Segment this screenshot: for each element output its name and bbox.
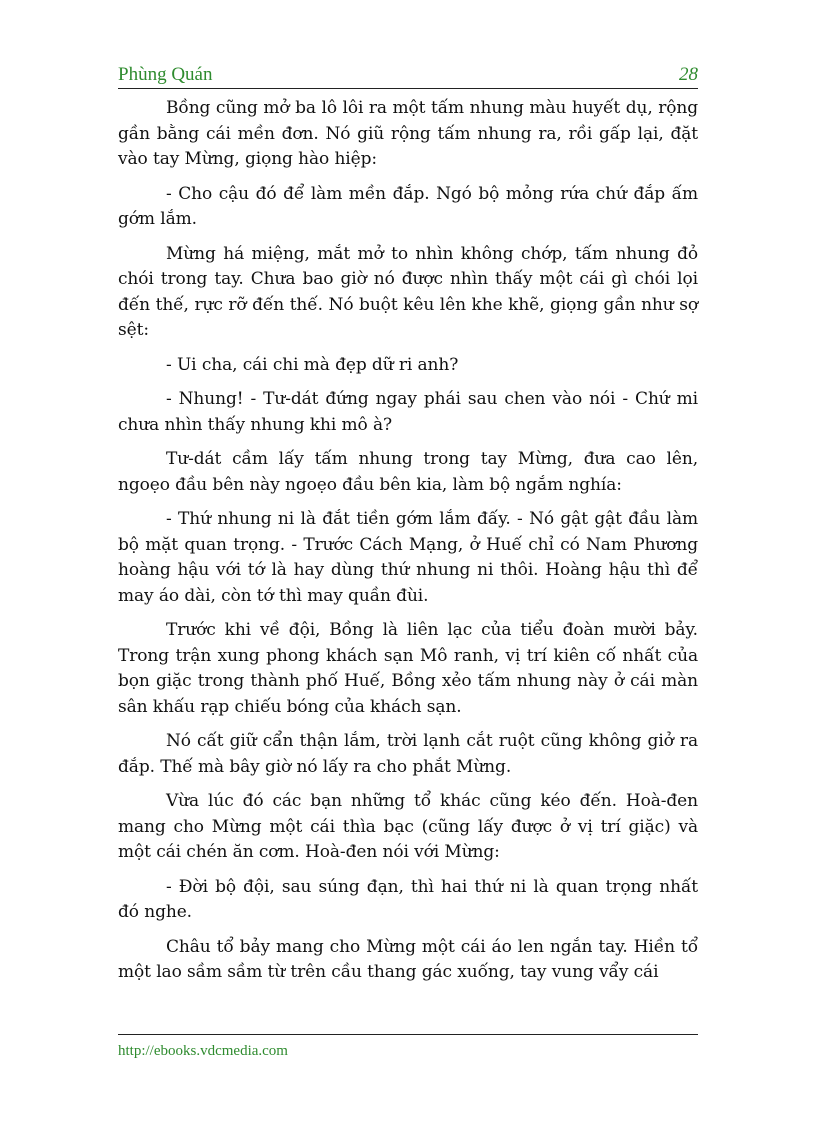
paragraph: Nó cất giữ cẩn thận lắm, trời lạnh cắt ruột cũng không giở ra đắp. Thế mà bây giờ nó lấy ra cho phắt Mừng.	[118, 731, 698, 777]
paragraph: - Ui cha, cái chi mà đẹp dữ ri anh?	[166, 354, 459, 375]
paragraph: Trước khi về đội, Bồng là liên lạc của tiểu đoàn mười bảy. Trong trận xung phong khách sạn Mô ranh, vị trí kiên cố nhất của bọn giặc trong thành phố Huế, Bồng xẻo tấm nhung này ở cái màn sân khấu rạp chiếu bóng của khách sạn.	[118, 620, 698, 717]
footer-link[interactable]: http://ebooks.vdcmedia.com	[118, 1043, 288, 1059]
paragraph: Bồng cũng mở ba lô lôi ra một tấm nhung màu huyết dụ, rộng gần bằng cái mền đơn. Nó giũ rộng tấm nhung ra, rồi gấp lại, đặt vào tay Mừng, giọng hào hiệp:	[118, 98, 698, 169]
paragraph: Vừa lúc đó các bạn những tổ khác cũng kéo đến. Hoà-đen mang cho Mừng một cái thìa bạc (cũng lấy được ở vị trí giặc) và một cái chén ăn cơm. Hoà-đen nói với Mừng:	[118, 791, 698, 862]
book-author-title: Phùng Quán	[118, 64, 213, 85]
page-number: 28	[679, 64, 698, 85]
paragraph: Châu tổ bảy mang cho Mừng một cái áo len ngắn tay. Hiền tổ một lao sầm sầm từ trên cầu thang gác xuống, tay vung vẩy cái	[118, 936, 698, 982]
paragraph: - Cho cậu đó để làm mền đắp. Ngó bộ mỏng rứa chứ đắp ấm gớm lắm.	[118, 183, 698, 229]
paragraph: - Nhung! - Tư-dát đứng ngay phái sau chen vào nói - Chứ mi chưa nhìn thấy nhung khi mô à?	[118, 389, 698, 435]
page-header	[118, 62, 698, 89]
paragraph: - Thứ nhung ni là đắt tiền gớm lắm đấy. - Nó gật gật đầu làm bộ mặt quan trọng. - Trước Cách Mạng, ở Huế chỉ có Nam Phương hoàng hậu với tớ là hay dùng thứ nhung ni thôi. Hoàng hậu thì để may áo dài, còn tớ thì may quần đùi.	[118, 509, 698, 606]
paragraph: Mừng há miệng, mắt mở to nhìn không chớp, tấm nhung đỏ chói trong tay. Chưa bao giờ nó được nhìn thấy một cái gì chói lọi đến thế, rực rỡ đến thế. Nó buột kêu lên khe khẽ, giọng gần như sợ sệt:	[118, 243, 698, 340]
paragraph: - Đời bộ đội, sau súng đạn, thì hai thứ ni là quan trọng nhất đó nghe.	[118, 876, 698, 922]
page-body	[118, 96, 698, 995]
footer-divider	[118, 1034, 698, 1035]
paragraph: Tư-dát cầm lấy tấm nhung trong tay Mừng, đưa cao lên, ngoẹo đầu bên này ngoẹo đầu bên kia, làm bộ ngắm nghía:	[118, 449, 698, 495]
